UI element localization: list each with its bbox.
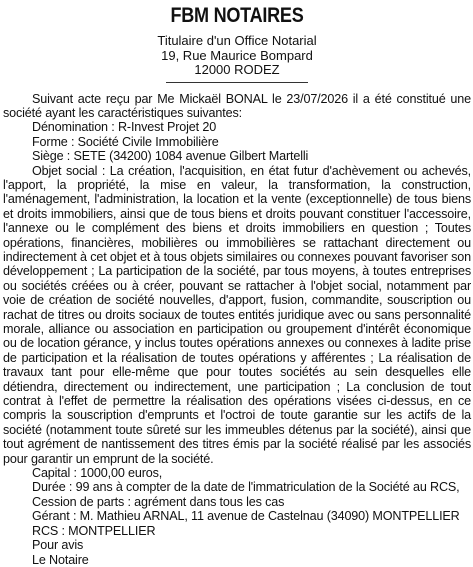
capital-line: Capital : 1000,00 euros,	[32, 466, 163, 481]
office-address-block	[3, 34, 471, 78]
office-street: 19, Rue Maurice Bompard	[161, 47, 313, 63]
office-city: 12000 RODEZ	[194, 62, 280, 77]
duree-line: Durée : 99 ans à compter de la date de l'immatriculation de la Société au RCS,	[32, 480, 460, 495]
gerant-line: Gérant : M. Mathieu ARNAL, 11 avenue de Castelnau (34090) MONTPELLIER	[32, 509, 460, 524]
signature-line: Le Notaire	[32, 552, 89, 567]
notice-body	[3, 92, 471, 567]
cession-line: Cession de parts : agrément dans tous les cas	[32, 494, 285, 509]
objet-social-paragraph: Objet social : La création, l'acquisition, en état futur d'achèvement ou achevés, l'apport, la propriété, la mise en valeur, la transformation, la construction, l'aménagement, l'administration, la location et la vente (exceptionnelle) de tous biens et droits immobiliers, ainsi que de tous biens et droits pouvant constituer l'accessoire, l'annexe ou le complément des biens et droits immobiliers en question ; Toutes opérations, financières, mobilières ou immobilières se rattachant directement ou indirectement à cet objet et à tous objets similaires ou connexes pouvant favoriser son développement ; La participation de la société, par tous moyens, à toutes entreprises ou sociétés créées ou à créer, pouvant se rattacher à l'objet social, notamment par voie de création de société nouvelles, d'apport, fusion, commandite, souscription ou rachat de titres ou droits sociaux de toutes entités juridique avec ou sans personnalité morale, alliance ou association en participation ou groupement d'intérêt économique ou de location gérance, y inclus toutes opérations annexes ou connexes à ladite prise de participation et la réalisation de toutes opérations y afférentes ; La réalisation de travaux tant pour elle-même que pour toutes sociétés au sein desquelles elle détiendra, directement ou indirectement, une participation ; La conclusion de tout contrat à l'effet de permettre la réalisation des opérations visées ci-dessus, en ce compris la souscription d'emprunts et l'octroi de toute garantie sur les actifs de la société (notamment toute sûreté sur les immeubles détenus par la société), ainsi que tout agrément de nantissement des titres émis par la société réalisé par les associés pour garantir un emprunt de la société.	[3, 163, 471, 466]
office-subtitle: Titulaire d'un Office Notarial	[157, 33, 317, 48]
office-title: FBM NOTAIRES	[170, 4, 304, 27]
denomination-line: Dénomination : R-Invest Projet 20	[32, 120, 217, 135]
forme-line: Forme : Société Civile Immobilière	[32, 134, 219, 149]
header-divider	[166, 82, 308, 83]
pour-avis-line: Pour avis	[32, 538, 84, 553]
siege-line: Siège : SETE (34200) 1084 avenue Gilbert Martelli	[32, 149, 309, 164]
rcs-line: RCS : MONTPELLIER	[32, 523, 156, 538]
intro-paragraph: Suivant acte reçu par Me Mickaël BONAL le 23/07/2026 il a été constitué une société ayant les caractéristiques suivantes:	[3, 91, 471, 120]
